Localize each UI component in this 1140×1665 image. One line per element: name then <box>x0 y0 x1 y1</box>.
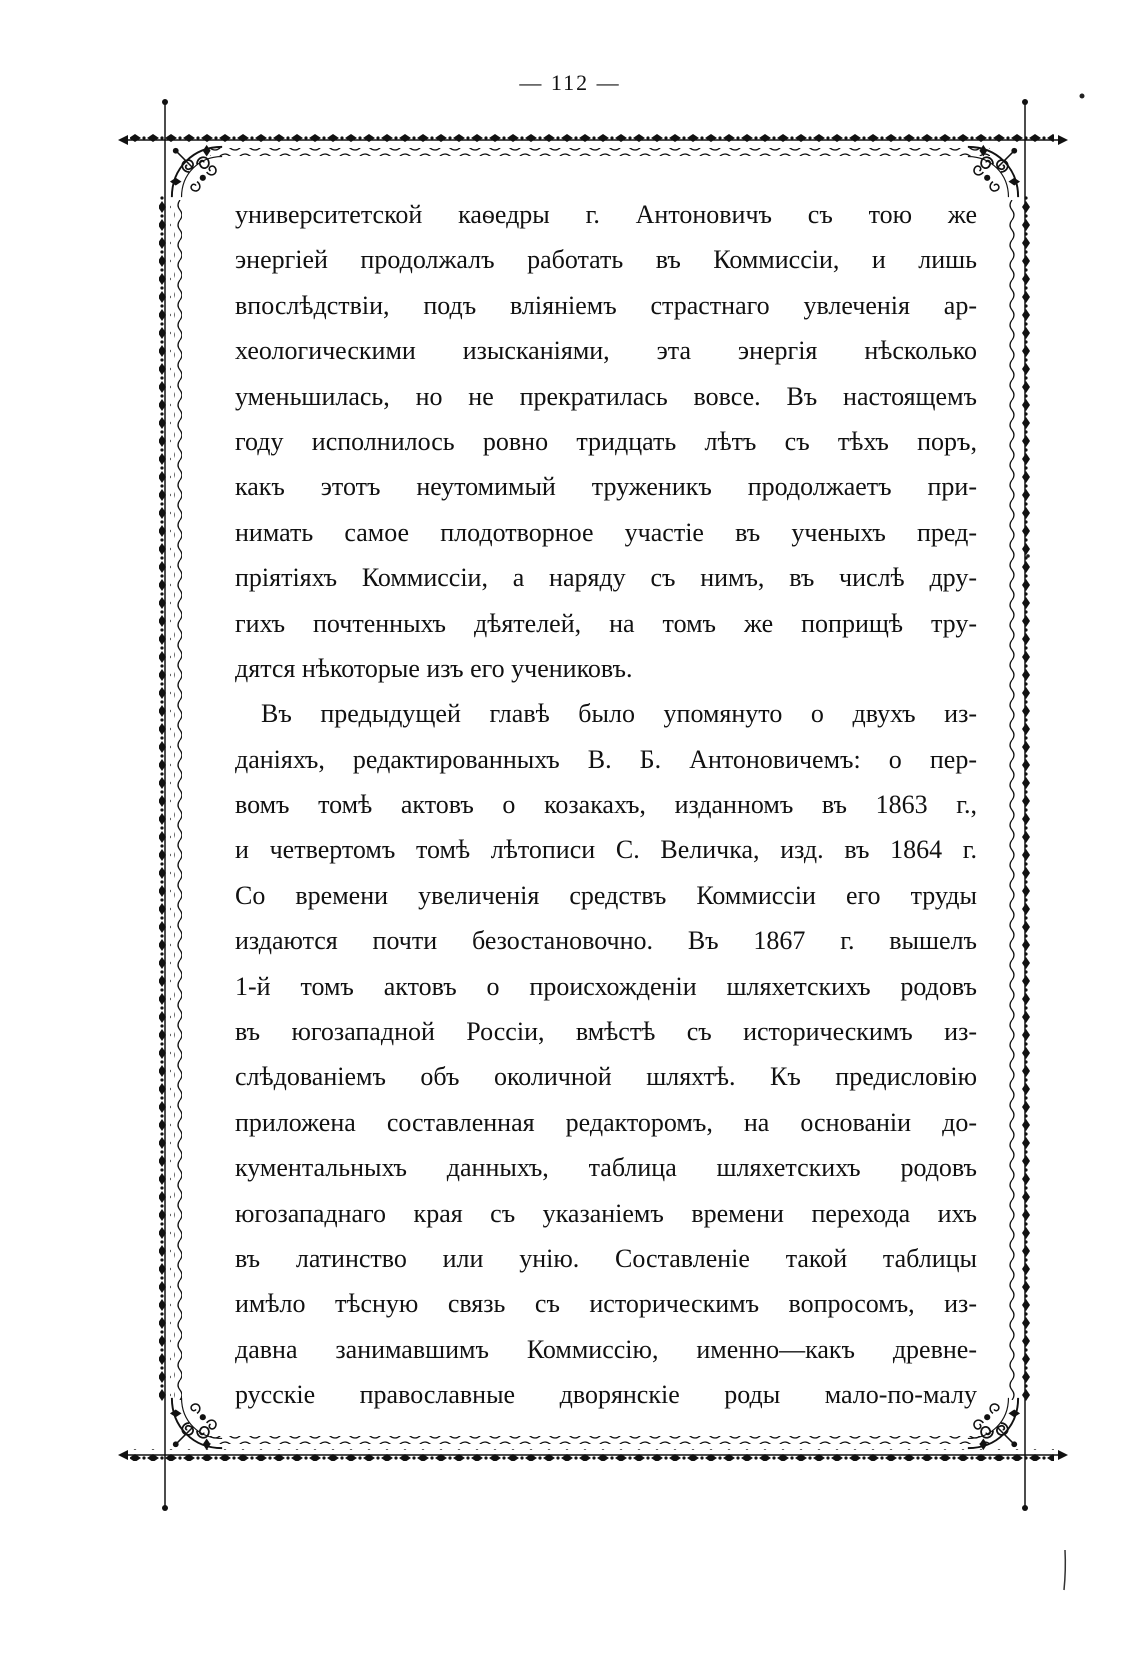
text-line: уменьшилась, но не прекратилась вовсе. Въ настоящемъ <box>235 381 977 411</box>
text-line: году исполнилось ровно тридцать лѣтъ съ тѣхъ поръ, <box>235 426 977 456</box>
text-line: вомъ томѣ актовъ о козакахъ, изданномъ въ 1863 г., <box>235 790 977 820</box>
text-line: и четвертомъ томѣ лѣтописи С. Величка, изд. въ 1864 г. <box>235 835 977 865</box>
text-line: энергіей продолжалъ работать въ Коммиссіи, и лишь <box>235 245 977 275</box>
text-line: Въ предыдущей главѣ было упомянуто о двухъ из- <box>261 699 977 729</box>
text-line: кументальныхъ данныхъ, таблица шляхетскихъ родовъ <box>235 1153 977 1183</box>
text-line: издаются почти безостановочно. Въ 1867 г. вышелъ <box>235 926 977 956</box>
text-line: 1-й томъ актовъ о происхожденіи шляхетскихъ родовъ <box>235 971 977 1001</box>
page-number: — 112 — <box>519 70 621 95</box>
text-line: слѣдованіемъ объ околичной шляхтѣ. Къ предисловію <box>235 1062 977 1092</box>
text-line: даніяхъ, редактированныхъ В. Б. Антоновичемъ: о пер- <box>235 744 977 774</box>
text-line: пріятіяхъ Коммиссіи, а наряду съ нимъ, въ числѣ дру- <box>235 563 977 593</box>
text-line: югозападнаго края съ указаніемъ времени перехода ихъ <box>235 1198 977 1228</box>
text-line: нимать самое плодотворное участіе въ ученыхъ пред- <box>235 517 977 547</box>
text-line: Со времени увеличенія средствъ Коммиссіи его труды <box>235 880 977 910</box>
text-line: въ латинство или унію. Составленіе такой таблицы <box>235 1243 977 1273</box>
text-line: дятся нѣкоторые изъ его учениковъ. <box>235 653 633 683</box>
text-line: имѣло тѣсную связь съ историческимъ вопросомъ, из- <box>235 1289 977 1319</box>
text-line: въ югозападной Россіи, вмѣстѣ съ историческимъ из- <box>235 1017 977 1047</box>
text-line: впослѣдствіи, подъ вліяніемъ страстнаго увлеченія ар- <box>235 290 977 320</box>
text-line: давна занимавшимъ Коммиссію, именно—какъ древне- <box>235 1334 977 1364</box>
text-line: русскіе православные дворянскіе роды мало-по-малу <box>235 1380 977 1410</box>
text-line: хеологическими изысканіями, эта энергія нѣсколько <box>235 336 977 366</box>
text-line: какъ этотъ неутомимый труженикъ продолжаетъ при- <box>235 472 977 502</box>
body-text <box>235 192 977 1418</box>
text-line: университетской каѳедры г. Антоновичъ съ тою же <box>235 200 977 229</box>
text-line: приложена составленная редакторомъ, на основаніи до- <box>235 1107 977 1137</box>
text-line: гихъ почтенныхъ дѣятелей, на томъ же поприщѣ тру- <box>235 608 977 638</box>
